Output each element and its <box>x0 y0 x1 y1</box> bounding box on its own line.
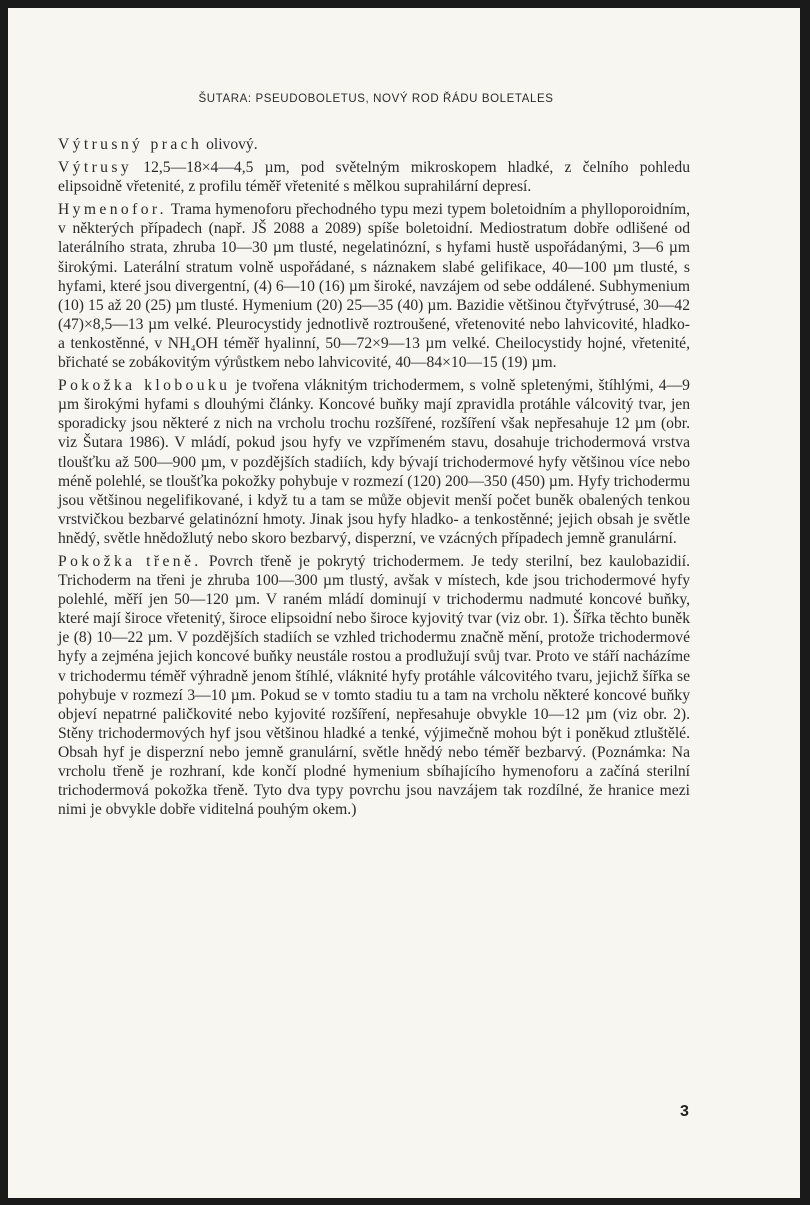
paragraph-hymenophore <box>58 200 690 372</box>
page-number: 3 <box>680 1103 689 1120</box>
paragraph-text: Povrch třeně je pokrytý trichodermem. Je tedy sterilní, bez kaulobazidií. Trichoderm na třeni je zhruba 100—300 µm tlustý, avšak v místech, kde jsou trichodermové hyfy polehlé, měří jen 50—120 µm. V raném mládí dominují v trichodermu nadmuté koncové buňky, které mají široce vřetenitý, široce elipsoidní nebo široce kyjovitý tvar (viz obr. 1). Šířka těchto buněk je (8) 10—22 µm. V pozdějších stadiích se vzhled trichodermu značně mění, protože trichodermové hyfy a zejména jejich koncové buňky neustále rostou a prodlužují svůj tvar. Proto ve stáří nacházíme v trichodermu téměř výhradně jenom štíhlé, vláknité hyfy protáhle válcovitého tvaru, jejichž šířka se pohybuje v rozmezí 3—10 µm. Pokud se v tomto stadiu tu a tam na vrcholu některé koncové buňky objeví nepatrné paličkovité nebo kyjovité rozšíření, nepřesahuje obvykle 10—12 µm (viz obr. 2). Stěny trichodermových hyf jsou většinou hladké a tenké, výjimečně mohou být i poněkud ztluštělé. Obsah hyf je disperzní nebo jemně granulární, světle hnědý nebo téměř bezbarvý. (Poznámka: Na vrcholu třeně je rozhraní, kde končí plodné hymenium sbíhajícího hymenoforu a začíná sterilní trichodermová pokožka třeně. Tyto dva typy povrchu jsou navzájem tak rozdílné, že hranice mezi nimi je obvykle dobře viditelná pouhým okem.) <box>58 552 690 819</box>
paragraph-stipitipellis <box>58 552 690 819</box>
paragraph-pileipellis <box>58 376 690 548</box>
paragraph-text: Trama hymenoforu přechodného typu mezi typem boletoidním a phylloporoidním, v některých případech (např. JŠ 2088 a 2089) spíše boletoidní. Mediostratum dobře odlišené od laterálního strata, zhruba 10—30 µm tlusté, negelatinózní, s hyfami hustě uspořádanými, 3—6 µm širokými. Laterální stratum volně uspořádané, s náznakem slabé gelifikace, 40—100 µm tlusté, s hyfami, které jsou divergentní, (4) 6—10 (16) µm široké, navzájem od sebe oddálené. Subhymenium (10) 15 až 20 (25) µm tlusté. Hymenium (20) 25—35 (40) µm. Bazidie většinou čtyřvýtrusé, 30—42 (47)×8,5—13 µm velké. Pleurocystidy jednotlivě roztroušené, vřetenovité nebo lahvicovité, hladko- a tenkostěnné, v NH₄OH téměř hyalinní, 50—72×9—13 µm velké. Cheilocystidy hojné, vřetenité, břichaté se zobákovitým výrůstkem nebo lahvicovité, 40—84×10—15 (19) µm. <box>58 201 690 372</box>
paragraph-term: Výtrusný prach <box>58 136 203 153</box>
paragraph-spores <box>58 158 690 196</box>
paragraph-term: Pokožka třeně. <box>58 552 202 570</box>
paragraph-term: Pokožka klobouku <box>58 377 231 395</box>
paragraph-spore-print <box>58 135 690 154</box>
paragraph-text: je tvořena vláknitým trichodermem, s volně spletenými, štíhlými, 4—9 µm širokými hyfami s dlouhými články. Koncové buňky mají zpravidla protáhle válcovitý tvar, jen sporadicky jsou některé z nich na vrcholu trochu rozšířené, rozšíření však nepřesahuje 12 µm (obr. viz Šutara 1986). V mládí, pokud jsou hyfy ve vzpřímeném stavu, dosahuje trichodermová vrstva tloušťku až 500—900 µm, v pozdějších stadiích, kdy bývají trichodermové hyfy většinou více nebo méně polehlé, se tloušťka pokožky pohybuje v rozmezí (120) 200—350 (450) µm. Hyfy trichodermu jsou většinou negelifikované, i když tu a tam se může objevit menší počet buněk obalených tenkou vrstvičkou bezbarvé gelatinózní hmoty. Jinak jsou hyfy hladko- a tenkostěnné; jejich obsah je světle hnědý, světle hnědožlutý nebo skoro bezbarvý, disperzní, ve vzácných případech jemně granulární. <box>58 377 690 547</box>
paragraph-term: Hymenofor. <box>58 201 167 219</box>
running-head: ŠUTARA: PSEUDOBOLETUS, NOVÝ ROD ŘÁDU BOLETALES <box>198 93 554 105</box>
paragraph-text: olivový. <box>202 136 258 153</box>
paragraph-term: Výtrusy <box>58 159 133 177</box>
page <box>8 8 800 1198</box>
paragraph-text: 12,5—18×4—4,5 µm, pod světelným mikroskopem hladké, z čelního pohledu elipsoidně vřetenité, z profilu téměř vřetenité s mělkou suprahilární depresí. <box>58 159 690 196</box>
body-text <box>58 135 690 819</box>
